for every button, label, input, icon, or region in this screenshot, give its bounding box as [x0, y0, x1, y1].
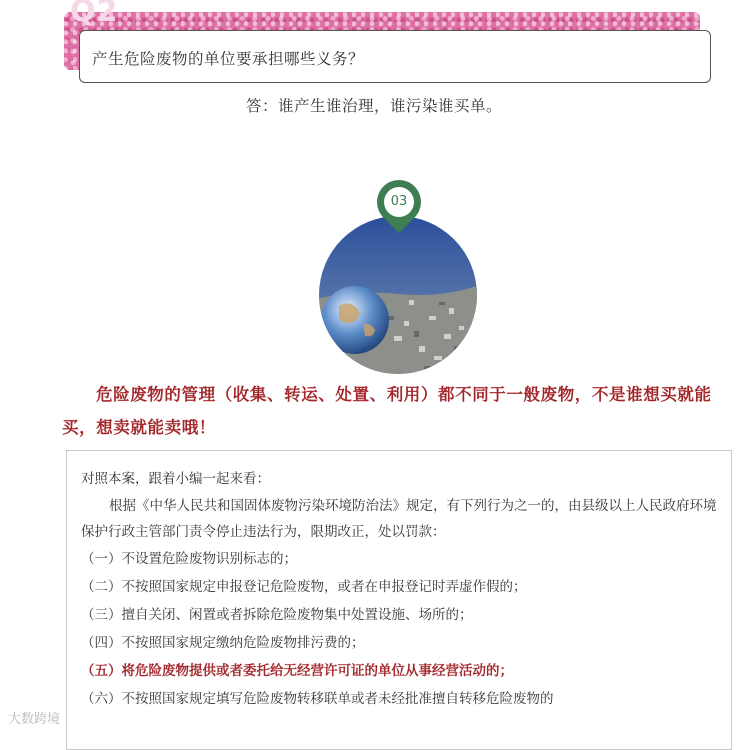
law-item: （二）不按照国家规定申报登记危险废物，或者在申报登记时弄虚作假的； — [81, 579, 527, 595]
answer-text: 答：谁产生谁治理，谁污染谁买单。 — [245, 97, 502, 115]
highlight-statement: 危险废物的管理（收集、转运、处置、利用）都不同于一般废物，不是谁想买就能买，想卖就能卖哦！ — [62, 385, 712, 437]
question-box — [79, 30, 711, 83]
section-number: 03 — [390, 194, 408, 209]
law-intro: 对照本案，跟着小编一起来看： — [81, 471, 270, 487]
law-item: （四）不按照国家规定缴纳危险废物排污费的； — [81, 635, 365, 651]
law-excerpt-box — [66, 450, 732, 750]
law-paragraph: 根据《中华人民共和国固体废物污染环境防治法》规定，有下列行为之一的，由县级以上人民政府环境保护行政主管部门责令停止违法行为，限期改正，处以罚款： — [81, 498, 717, 540]
watermark-text: 大数跨境 — [8, 712, 61, 727]
law-item: （一）不设置危险废物识别标志的； — [81, 551, 297, 567]
question-text: 产生危险废物的单位要承担哪些义务？ — [92, 50, 365, 68]
question-number-label: Q2 — [70, 0, 119, 29]
law-item: （六）不按照国家规定填写危险废物转移联单或者未经批准擅自转移危险废物的 — [81, 691, 554, 707]
law-item-highlighted: （五）将危险废物提供或者委托给无经营许可证的单位从事经营活动的； — [81, 663, 513, 679]
globe-waste-photo — [319, 216, 477, 374]
law-item: （三）擅自关闭、闲置或者拆除危险废物集中处置设施、场所的； — [81, 607, 473, 623]
